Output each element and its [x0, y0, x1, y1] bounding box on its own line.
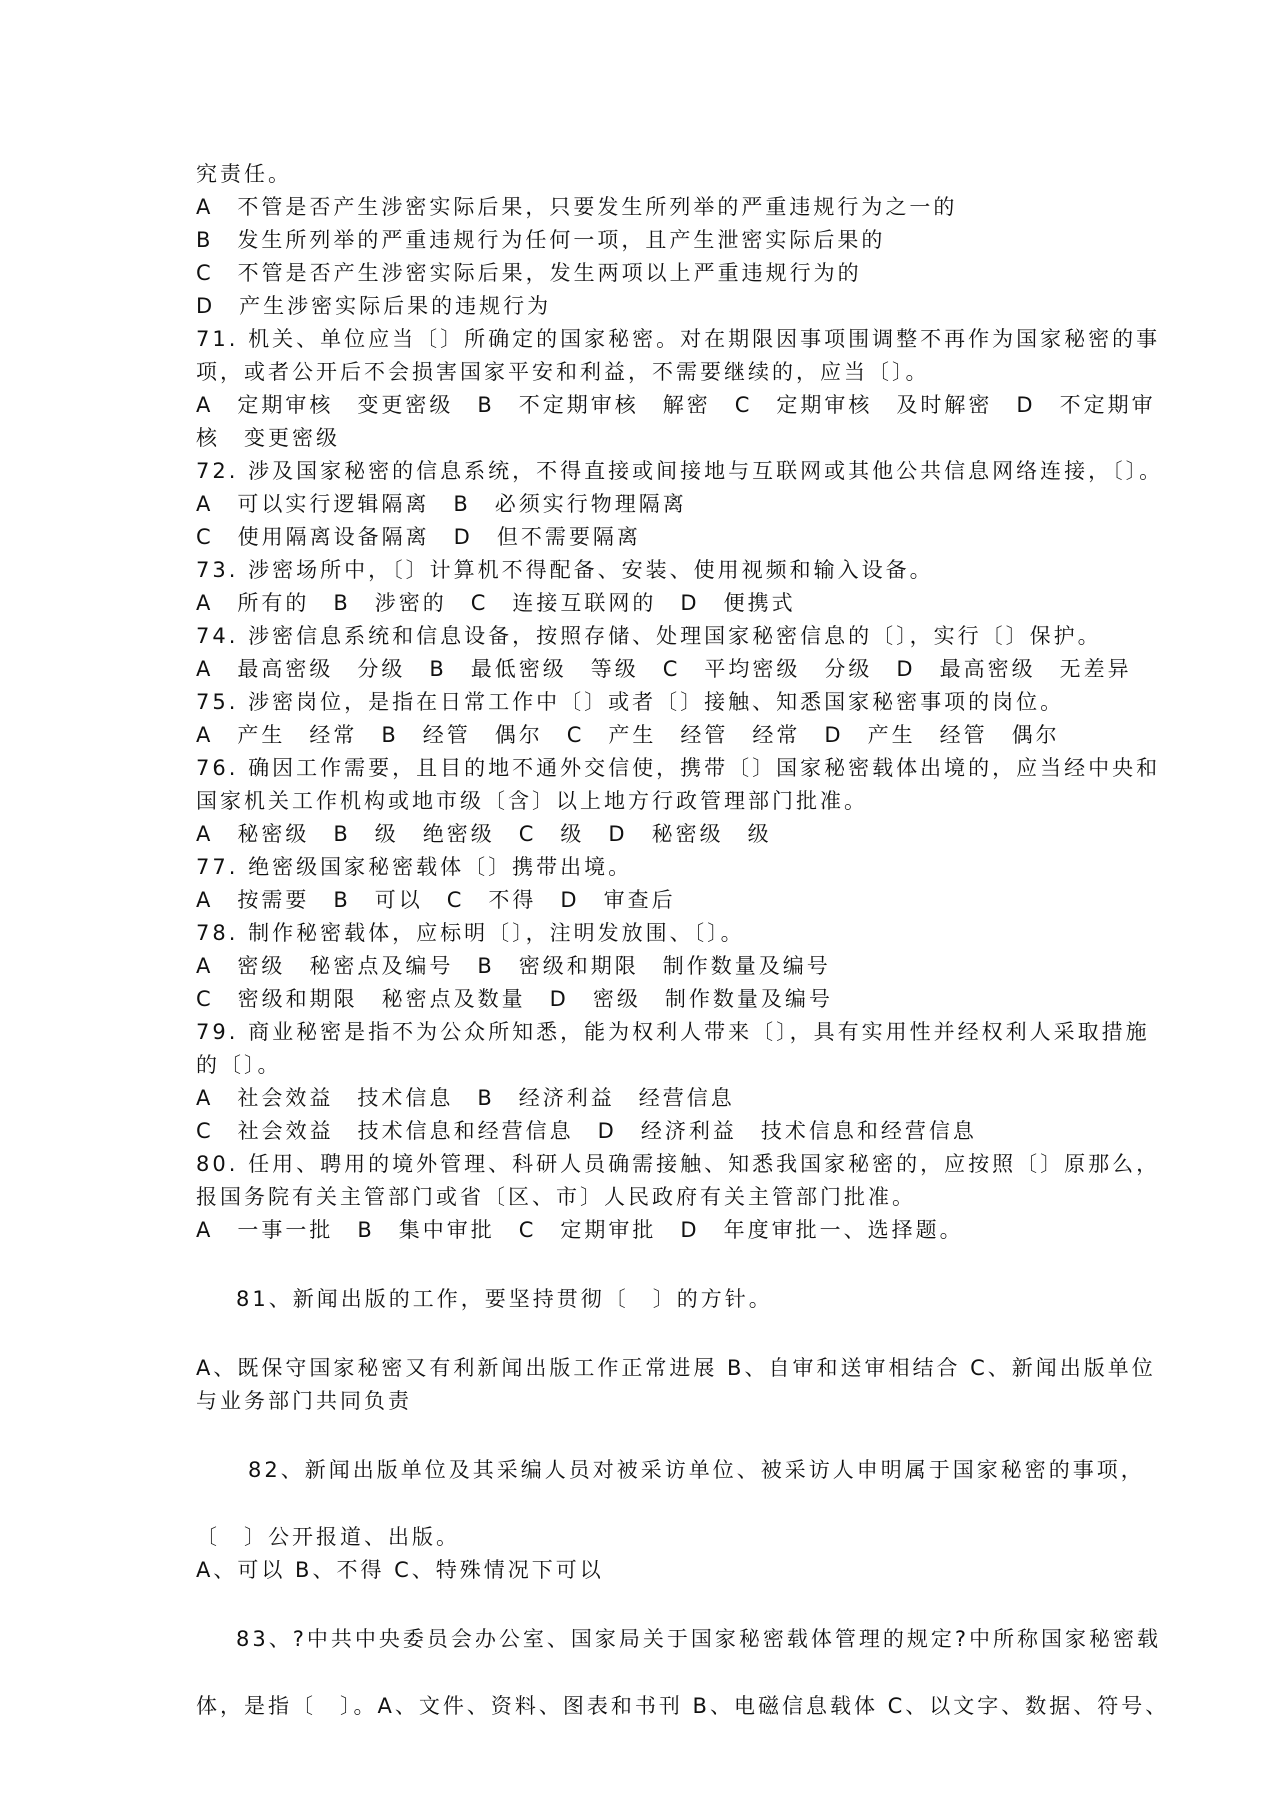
option-line: A 按需要 B 可以 C 不得 D 审查后 — [196, 888, 676, 912]
text-line: 的〔〕。 — [196, 1053, 282, 1077]
question-78: 78. 制作秘密载体，应标明〔〕，注明发放围、〔〕。 — [196, 921, 745, 945]
question-74: 74. 涉密信息系统和信息设备，按照存储、处理国家秘密信息的〔〕，实行〔〕保护。 — [196, 624, 1102, 648]
question-73: 73. 涉密场所中，〔〕计算机不得配备、安装、使用视频和输入设备。 — [196, 558, 934, 582]
option-line: A 秘密级 B 级 绝密级 C 级 D 秘密级 级 — [196, 822, 772, 846]
option-line: B 发生所列举的严重违规行为任何一项，且产生泄密实际后果的 — [196, 228, 886, 252]
option-line: A 密级 秘密点及编号 B 密级和期限 制作数量及编号 — [196, 954, 831, 978]
question-75: 75. 涉密岗位，是指在日常工作中〔〕或者〔〕接触、知悉国家秘密事项的岗位。 — [196, 690, 1065, 714]
question-82: 82、新闻出版单位及其采编人员对被采访单位、被采访人申明属于国家秘密的事项， — [248, 1458, 1145, 1482]
option-line: A、既保守国家秘密又有利新闻出版工作正常进展 B、自审和送审相结合 C、新闻出版单位 — [196, 1356, 1156, 1380]
text-line: 项，或者公开后不会损害国家平安和利益，不需要继续的，应当〔〕。 — [196, 360, 930, 384]
option-line: C 社会效益 技术信息和经营信息 D 经济利益 技术信息和经营信息 — [196, 1119, 977, 1143]
question-79: 79. 商业秘密是指不为公众所知悉，能为权利人带来〔〕，具有实用性并经权利人采取措施 — [196, 1020, 1150, 1044]
option-line: 与业务部门共同负责 — [196, 1389, 412, 1413]
option-line: A 所有的 B 涉密的 C 连接互联网的 D 便携式 — [196, 591, 796, 615]
question-80: 80. 任用、聘用的境外管理、科研人员确需接触、知悉我国家秘密的，应按照〔〕原那么， — [196, 1152, 1161, 1176]
text-line: 究责任。 — [196, 162, 292, 186]
option-line: C 密级和期限 秘密点及数量 D 密级 制作数量及编号 — [196, 987, 833, 1011]
question-71: 71. 机关、单位应当〔〕所确定的国家秘密。对在期限因事项围调整不再作为国家秘密的事 — [196, 327, 1161, 351]
option-line: A 一事一批 B 集中审批 C 定期审批 D 年度审批一、选择题。 — [196, 1218, 964, 1242]
question-72: 72. 涉及国家秘密的信息系统，不得直接或间接地与互联网或其他公共信息网络连接，〔〕。 — [196, 459, 1164, 483]
question-83: 83、?中共中央委员会办公室、国家局关于国家秘密载体管理的规定?中所称国家秘密载 — [236, 1627, 1162, 1651]
option-line: A 定期审核 变更密级 B 不定期审核 解密 C 定期审核 及时解密 D 不定期审 — [196, 393, 1156, 417]
option-line: A 社会效益 技术信息 B 经济利益 经营信息 — [196, 1086, 735, 1110]
option-line: A 最高密级 分级 B 最低密级 等级 C 平均密级 分级 D 最高密级 无差异 — [196, 657, 1132, 681]
option-line: C 使用隔离设备隔离 D 但不需要隔离 — [196, 525, 641, 549]
question-81: 81、新闻出版的工作，要坚持贯彻〔 〕的方针。 — [236, 1287, 773, 1311]
text-line: 报国务院有关主管部门或省〔区、市〕人民政府有关主管部门批准。 — [196, 1185, 916, 1209]
text-line: 国家机关工作机构或地市级〔含〕以上地方行政管理部门批准。 — [196, 789, 868, 813]
document-body — [196, 158, 1170, 1723]
option-line: A 不管是否产生涉密实际后果，只要发生所列举的严重违规行为之一的 — [196, 195, 958, 219]
option-line: 核 变更密级 — [196, 426, 340, 450]
option-line: A 产生 经常 B 经管 偶尔 C 产生 经管 经常 D 产生 经管 偶尔 — [196, 723, 1060, 747]
option-line: C 不管是否产生涉密实际后果，发生两项以上严重违规行为的 — [196, 261, 862, 285]
option-line: A、可以 B、不得 C、特殊情况下可以 — [196, 1558, 604, 1582]
option-line: A 可以实行逻辑隔离 B 必须实行物理隔离 — [196, 492, 687, 516]
question-77: 77. 绝密级国家秘密载体〔〕携带出境。 — [196, 855, 633, 879]
option-line: D 产生涉密实际后果的违规行为 — [196, 294, 552, 318]
question-76: 76. 确因工作需要，且目的地不通外交信使，携带〔〕国家秘密载体出境的，应当经中央和 — [196, 756, 1161, 780]
text-line: 〔 〕公开报道、出版。 — [196, 1525, 460, 1549]
text-line: 体，是指〔 〕。A、文件、资料、图表和书刊 B、电磁信息载体 C、以文字、数据、符号、 — [196, 1694, 1170, 1718]
